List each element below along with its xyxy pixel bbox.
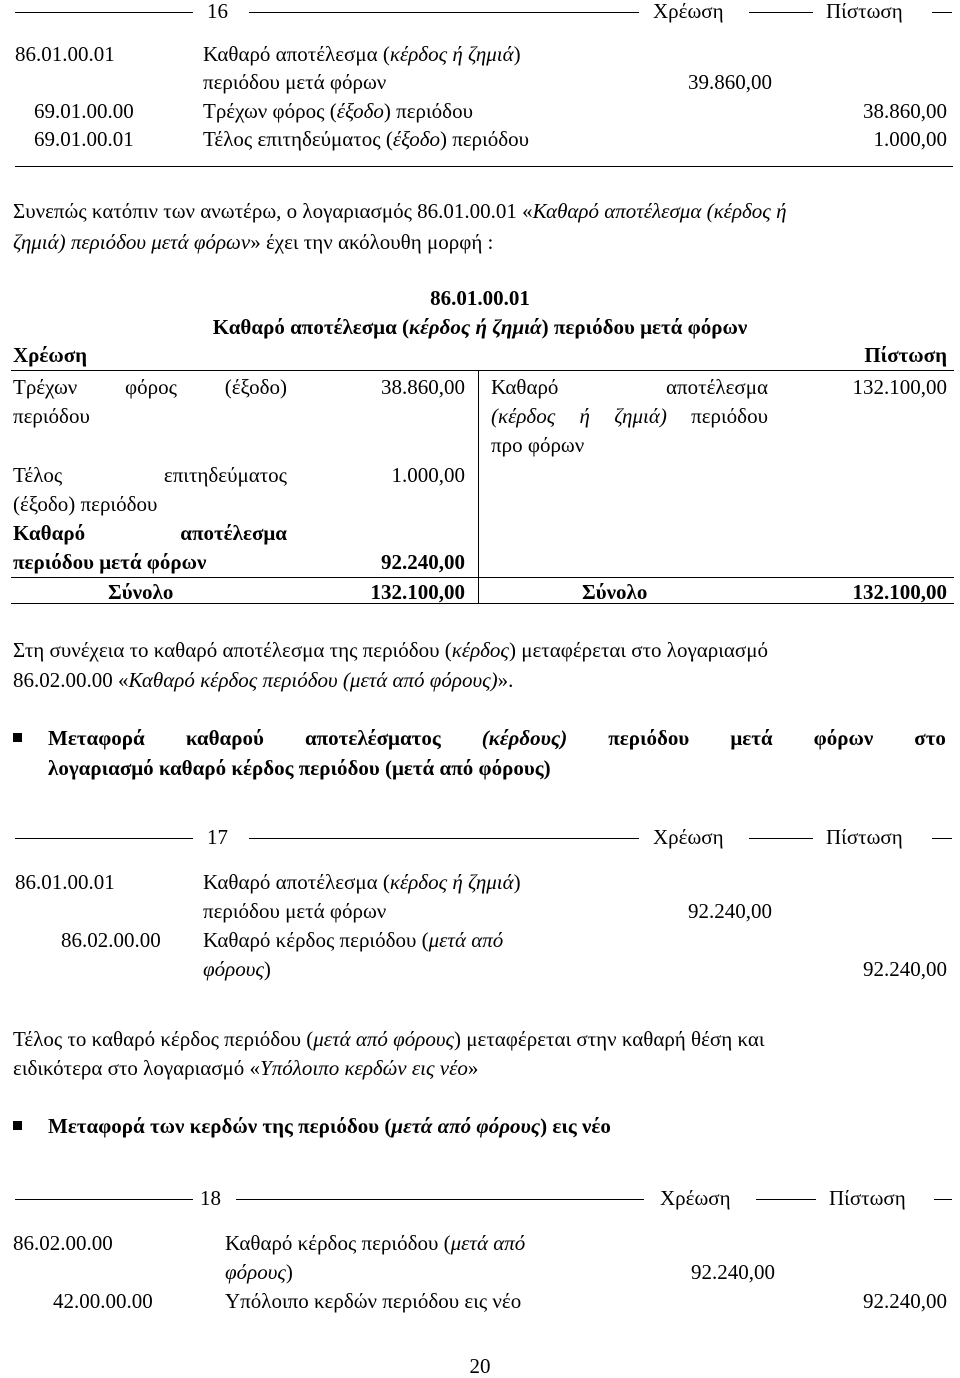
entry-rule [749, 12, 813, 13]
entry-rule [15, 1199, 193, 1200]
account-code: 86.02.00.00 [13, 1231, 113, 1255]
debit-total-amount: 132.100,00 [370, 580, 465, 604]
debit-label: Χρέωση [653, 0, 724, 23]
heading-line: λογαριασμό καθαρό κέρδος περιόδου (μετά από φόρους) [48, 756, 551, 780]
account-description: περιόδου μετά φόρων [203, 899, 387, 923]
credit-label: Πίστωση [826, 825, 903, 849]
credit-item-label: προ φόρων [491, 433, 585, 457]
credit-amount: 38.860,00 [863, 99, 947, 123]
account-code: 86.01.00.01 [15, 870, 115, 894]
credit-total-label: Σύνολο [582, 580, 648, 604]
page-number: 20 [469, 1354, 491, 1378]
t-account-bottom-rule [11, 603, 954, 604]
credit-item-label: (κέρδος ή ζημιά) περιόδου [491, 404, 768, 428]
account-description: Καθαρό αποτέλεσμα (κέρδος ή ζημιά) [203, 870, 521, 894]
credit-label: Πίστωση [829, 1186, 906, 1210]
account-code: 86.01.00.01 [15, 42, 115, 66]
t-account-code: 86.01.00.01 [430, 286, 530, 310]
t-account-divider [478, 370, 479, 603]
debit-item-label: περιόδου [13, 404, 90, 428]
credit-item-amount: 132.100,00 [852, 375, 947, 399]
credit-item-label: Καθαρό αποτέλεσμα [491, 375, 768, 399]
debit-item-label: Τρέχων φόρος (έξοδο) [13, 375, 287, 399]
heading-line: Μεταφορά καθαρού αποτελέσματος (κέρδους) περιόδου μετά φόρων στο [48, 726, 946, 750]
credit-total-amount: 132.100,00 [852, 580, 947, 604]
paragraph-line: Τέλος το καθαρό κέρδος περιόδου (μετά από φόρους) μεταφέρεται στην καθαρή θέση και [13, 1027, 765, 1051]
entry-rule [249, 838, 639, 839]
account-description: Καθαρό κέρδος περιόδου (μετά από [225, 1231, 526, 1255]
entry-rule [934, 1199, 952, 1200]
debit-item-label: Καθαρό αποτέλεσμα [13, 521, 287, 545]
debit-amount: 92.240,00 [688, 899, 772, 923]
debit-amount: 39.860,00 [688, 70, 772, 94]
entry-number: 18 [200, 1186, 221, 1210]
credit-amount: 92.240,00 [863, 957, 947, 981]
debit-item-label: Τέλος επιτηδεύματος [13, 463, 287, 487]
paragraph-line: Συνεπώς κατόπιν των ανωτέρω, ο λογαριασμός 86.01.00.01 «Καθαρό αποτέλεσμα (κέρδος ή [13, 199, 787, 223]
t-account-title: Καθαρό αποτέλεσμα (κέρδος ή ζημιά) περιόδου μετά φόρων [212, 315, 748, 339]
debit-item-amount: 38.860,00 [381, 375, 465, 399]
entry-rule [932, 12, 952, 13]
account-description: φόρους) [203, 957, 271, 981]
account-description: Τρέχων φόρος (έξοδο) περιόδου [203, 99, 473, 123]
account-code: 86.02.00.00 [61, 928, 161, 952]
account-description: περιόδου μετά φόρων [203, 70, 387, 94]
paragraph-line: ζημιά) περιόδου μετά φόρων» έχει την ακόλουθη μορφή : [13, 230, 494, 254]
paragraph-line: Στη συνέχεια το καθαρό αποτέλεσμα της περιόδου (κέρδος) μεταφέρεται στο λογαριασμό [13, 638, 768, 662]
bullet-icon [13, 733, 22, 742]
entry-rule [249, 12, 639, 13]
account-description: Τέλος επιτηδεύματος (έξοδο) περιόδου [203, 127, 530, 151]
entry-rule [749, 838, 813, 839]
debit-item-amount: 1.000,00 [391, 463, 465, 487]
debit-total-label: Σύνολο [108, 580, 174, 604]
debit-label: Χρέωση [653, 825, 724, 849]
credit-header: Πίστωση [864, 343, 947, 367]
t-account-total-rule [11, 577, 954, 578]
heading-line: Μεταφορά των κερδών της περιόδου (μετά από φόρους) εις νέο [48, 1114, 611, 1138]
account-description: Υπόλοιπο κερδών περιόδου εις νέο [225, 1289, 522, 1313]
entry-rule [15, 838, 193, 839]
paragraph-line: 86.02.00.00 «Καθαρό κέρδος περιόδου (μετά από φόρους)». [13, 668, 514, 692]
debit-item-amount: 92.240,00 [381, 550, 465, 574]
account-code: 69.01.00.01 [34, 127, 134, 151]
entry-number: 16 [207, 0, 228, 23]
entry-rule [236, 1199, 644, 1200]
entry-rule [15, 12, 193, 13]
account-description: Καθαρό κέρδος περιόδου (μετά από [203, 928, 504, 952]
account-description: φόρους) [225, 1260, 293, 1284]
credit-amount: 92.240,00 [863, 1289, 947, 1313]
debit-item-label: περιόδου μετά φόρων [13, 550, 207, 574]
t-account-top-rule [11, 370, 954, 371]
debit-amount: 92.240,00 [691, 1260, 775, 1284]
credit-amount: 1.000,00 [873, 127, 947, 151]
entry-number: 17 [207, 825, 228, 849]
account-code: 42.00.00.00 [53, 1289, 153, 1313]
debit-item-label: (έξοδο) περιόδου [13, 492, 158, 516]
paragraph-line: ειδικότερα στο λογαριασμό «Υπόλοιπο κερδών εις νέο» [13, 1056, 479, 1080]
entry-rule [15, 166, 953, 167]
account-description: Καθαρό αποτέλεσμα (κέρδος ή ζημιά) [203, 42, 521, 66]
bullet-icon [13, 1121, 22, 1130]
credit-label: Πίστωση [826, 0, 903, 23]
entry-rule [756, 1199, 816, 1200]
account-code: 69.01.00.00 [34, 99, 134, 123]
debit-label: Χρέωση [660, 1186, 731, 1210]
debit-header: Χρέωση [13, 343, 88, 367]
entry-rule [932, 838, 952, 839]
